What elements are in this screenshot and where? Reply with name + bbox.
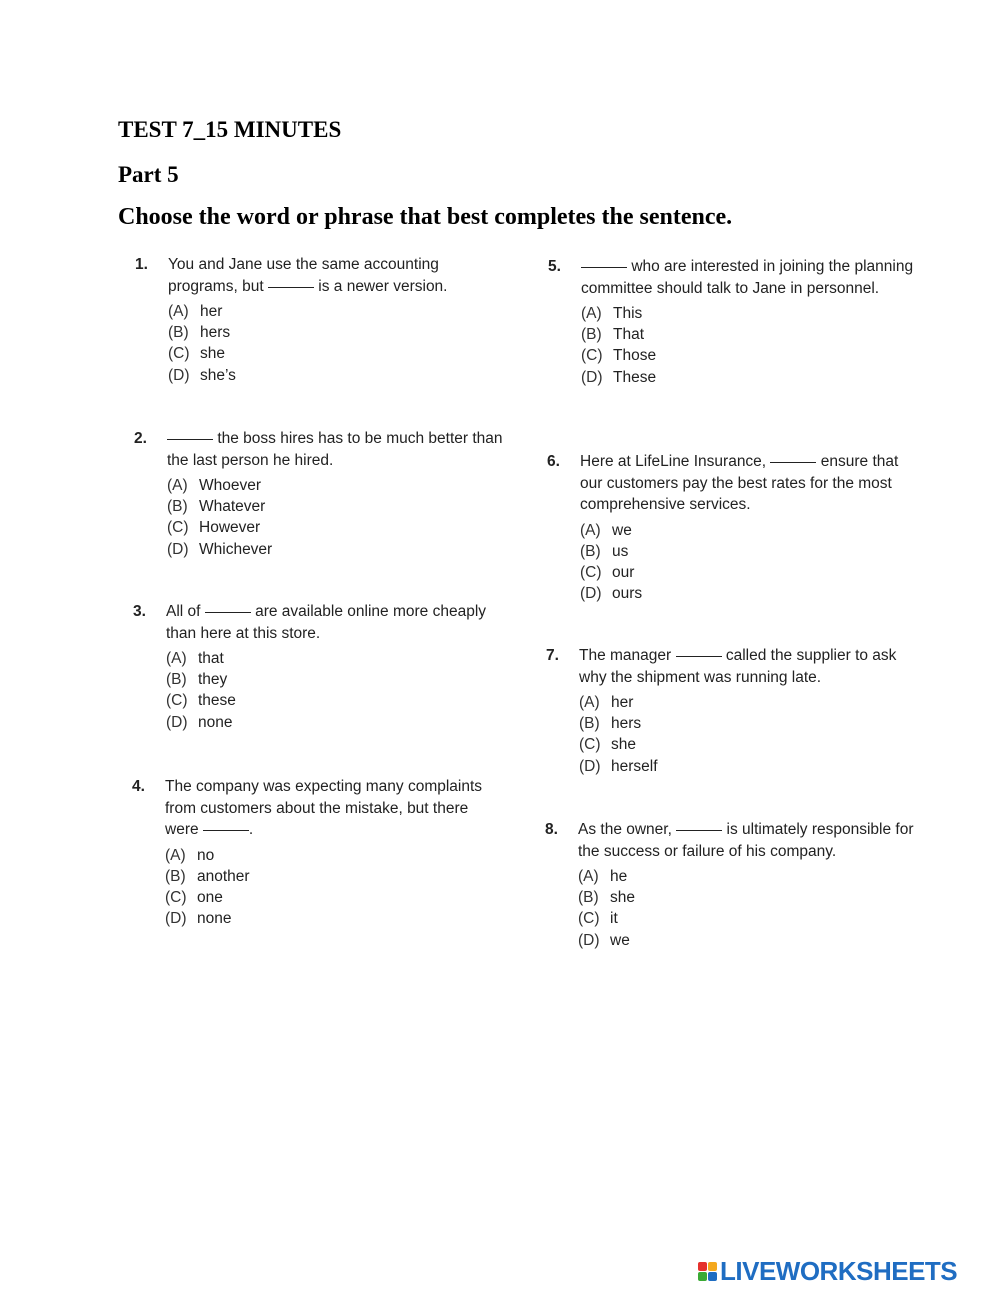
stem-before-blank: As the owner, [578, 821, 672, 838]
stem-after-blank: are available online more cheaply than here at this store. [166, 603, 487, 642]
option-label: (A) [578, 868, 599, 885]
option-label: (D) [167, 540, 189, 558]
option-label: (D) [165, 910, 187, 928]
option-text: hers [611, 715, 642, 733]
answer-options [167, 475, 505, 560]
question-stem [165, 776, 503, 841]
answer-option [167, 517, 505, 538]
answer-blank [205, 611, 251, 613]
answer-option [580, 583, 918, 604]
answer-option [579, 713, 917, 734]
option-text: they [198, 671, 228, 689]
part-heading: Part 5 [118, 162, 179, 187]
option-text: our [612, 563, 635, 581]
stem-after-blank: is a newer version. [318, 277, 448, 295]
option-label: (C) [581, 347, 603, 365]
option-text: hers [200, 324, 231, 342]
answer-blank [203, 829, 249, 831]
option-text: that [198, 650, 224, 667]
option-label: (B) [167, 498, 188, 516]
liveworksheets-logo[interactable] [698, 1257, 957, 1285]
question-8 [545, 819, 916, 951]
question-number: 7. [546, 647, 559, 664]
stem-before-blank: The manager [579, 647, 672, 664]
option-label: (C) [579, 736, 601, 754]
question-stem [580, 451, 918, 516]
answer-options [580, 520, 918, 605]
option-label: (C) [166, 692, 188, 710]
question-2 [134, 428, 505, 560]
answer-option [168, 301, 506, 322]
answer-option [578, 908, 916, 929]
answer-option [166, 712, 504, 733]
answer-option [579, 692, 917, 713]
option-label: (B) [579, 715, 600, 733]
option-label: (A) [168, 303, 189, 320]
answer-option [579, 734, 917, 755]
option-text: she [200, 345, 225, 363]
answer-options [165, 845, 503, 930]
option-text: it [610, 910, 618, 928]
question-stem [579, 645, 917, 688]
option-label: (B) [168, 324, 189, 342]
page-title: TEST 7_15 MINUTES [118, 117, 342, 142]
stem-after-blank: who are interested in joining the planning committee should talk to Jane in personnel. [581, 258, 914, 297]
option-label: (D) [166, 713, 188, 731]
option-label: (A) [580, 521, 601, 539]
stem-after-blank: the boss hires has to be much better than the last person he hired. [167, 430, 503, 469]
stem-after-blank: ensure that our customers pay the best rates for the most comprehensive services. [580, 453, 899, 513]
option-text: we [612, 521, 632, 539]
answer-options [581, 303, 919, 388]
option-text: one [197, 888, 223, 906]
option-text: Whichever [199, 540, 273, 558]
answer-blank [581, 266, 627, 268]
option-text: she’s [200, 366, 236, 384]
answer-option [166, 669, 504, 690]
answer-option [581, 324, 919, 345]
answer-option [165, 845, 503, 866]
option-text: Whatever [199, 498, 266, 516]
option-label: (D) [168, 366, 190, 384]
answer-option [165, 887, 503, 908]
option-label: (A) [579, 694, 600, 711]
option-label: (D) [580, 585, 602, 603]
answer-blank [676, 655, 722, 657]
answer-option [167, 475, 505, 496]
answer-option [167, 539, 505, 560]
question-stem [166, 601, 504, 644]
option-label: (D) [578, 931, 600, 949]
option-label: (A) [167, 477, 188, 494]
option-text: she [611, 736, 636, 754]
logo-tile [708, 1272, 717, 1281]
logo-tiles-icon [698, 1262, 717, 1281]
option-label: (B) [578, 889, 599, 907]
question-6 [547, 451, 918, 604]
answer-option [165, 908, 503, 929]
option-text: That [613, 326, 645, 344]
question-number: 3. [133, 603, 146, 620]
option-text: herself [611, 757, 658, 775]
option-label: (C) [167, 519, 189, 537]
answer-option [579, 756, 917, 777]
answer-option [578, 887, 916, 908]
answer-option [581, 303, 919, 324]
answer-options [579, 692, 917, 777]
stem-before-blank: You and Jane use the same accounting programs, but [168, 256, 439, 295]
answer-option [581, 367, 919, 388]
option-label: (B) [165, 867, 186, 885]
stem-before-blank: Here at LifeLine Insurance, [580, 453, 767, 470]
option-text: none [197, 910, 232, 928]
logo-text: LIVEWORKSHEETS [720, 1255, 958, 1286]
stem-before-blank: All of [166, 603, 201, 620]
option-label: (B) [166, 671, 187, 689]
stem-after-blank: . [248, 821, 254, 838]
stem-after-blank: is ultimately responsible for the success or failure of his company. [578, 821, 914, 860]
option-text: Those [613, 347, 657, 365]
answer-option [166, 648, 504, 669]
option-text: However [199, 519, 261, 537]
answer-option [168, 322, 506, 343]
logo-tile [698, 1262, 707, 1271]
option-text: These [613, 368, 657, 386]
answer-option [168, 343, 506, 364]
answer-blank [268, 286, 314, 288]
option-text: her [611, 694, 634, 711]
option-label: (B) [580, 542, 601, 560]
logo-tile [698, 1272, 707, 1281]
answer-option [580, 520, 918, 541]
answer-option [581, 345, 919, 366]
option-label: (B) [581, 326, 602, 344]
answer-blank [770, 461, 816, 463]
option-text: ours [612, 585, 643, 603]
question-number: 1. [135, 256, 148, 273]
answer-option [167, 496, 505, 517]
question-stem [581, 256, 919, 299]
option-label: (D) [581, 368, 603, 386]
option-text: she [610, 889, 635, 907]
question-number: 8. [545, 821, 558, 838]
question-4 [132, 776, 503, 929]
answer-blank [676, 829, 722, 831]
answer-options [168, 301, 506, 386]
question-stem [168, 254, 506, 297]
option-label: (A) [581, 305, 602, 322]
option-text: us [612, 542, 629, 560]
answer-option [166, 690, 504, 711]
option-text: her [200, 303, 223, 320]
question-stem [578, 819, 916, 862]
option-label: (A) [166, 650, 187, 667]
question-3 [133, 601, 504, 733]
stem-after-blank: called the supplier to ask why the shipment was running late. [579, 647, 897, 686]
answer-blank [167, 438, 213, 440]
option-text: he [610, 868, 628, 885]
instructions: Choose the word or phrase that best completes the sentence. [118, 204, 733, 230]
question-number: 4. [132, 778, 145, 795]
option-text: these [198, 692, 236, 710]
option-label: (C) [165, 888, 187, 906]
answer-option [168, 365, 506, 386]
answer-option [580, 562, 918, 583]
answer-option [578, 930, 916, 951]
option-label: (C) [578, 910, 600, 928]
option-label: (C) [580, 563, 602, 581]
question-7 [546, 645, 917, 777]
answer-option [578, 866, 916, 887]
answer-options [166, 648, 504, 733]
answer-option [580, 541, 918, 562]
logo-tile [708, 1262, 717, 1271]
answer-option [165, 866, 503, 887]
option-text: we [610, 931, 630, 949]
option-text: Whoever [199, 477, 262, 494]
question-number: 2. [134, 430, 147, 447]
option-text: another [197, 867, 250, 885]
option-text: no [197, 846, 215, 864]
option-text: none [198, 713, 233, 731]
question-1 [135, 254, 506, 386]
option-label: (D) [579, 757, 601, 775]
option-label: (C) [168, 345, 190, 363]
answer-options [578, 866, 916, 951]
question-stem [167, 428, 505, 471]
option-text: This [613, 305, 643, 322]
question-number: 6. [547, 453, 560, 470]
question-number: 5. [548, 258, 561, 275]
stem-before-blank: The company was expecting many complaints from customers about the mistake, but there were [165, 778, 483, 838]
option-label: (A) [165, 846, 186, 864]
question-5 [548, 256, 919, 388]
